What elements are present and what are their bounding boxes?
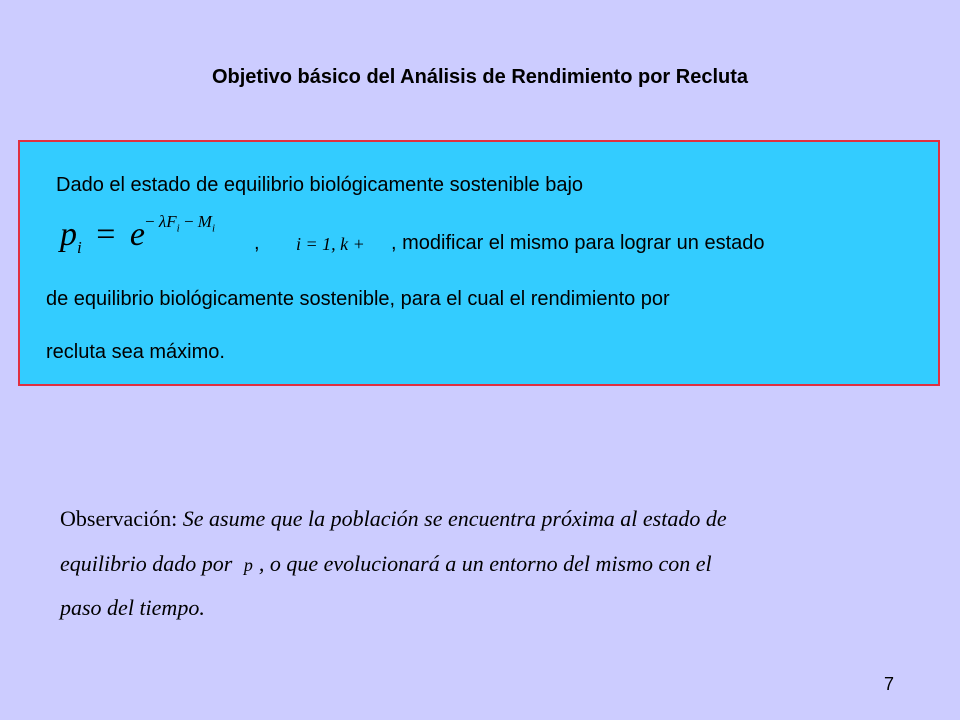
slide-title: Objetivo básico del Análisis de Rendimiento por Recluta xyxy=(211,66,749,88)
formula-exponent: − λFi − Mi xyxy=(145,211,216,235)
equilibrium-formula xyxy=(60,211,216,258)
observation-p-symbol: p xyxy=(243,555,253,575)
observation-line-1: Observación: Se asume que la población se encuentra próxima al estado de xyxy=(60,506,727,531)
index-formula: i = 1, k + xyxy=(296,234,365,254)
objective-line-2: , modificar el mismo para lograr un estado xyxy=(391,232,765,254)
observation-label: Observación: xyxy=(60,506,178,531)
formula-lhs: p xyxy=(60,216,77,253)
objective-box xyxy=(18,140,940,386)
observation-line-2: equilibrio dado por p , o que evolucionará a un entorno del mismo con el xyxy=(60,551,712,576)
formula-equals: = xyxy=(96,216,116,253)
formula-lhs-sub: i xyxy=(77,237,82,257)
formula-base: e xyxy=(129,216,146,253)
page-number: 7 xyxy=(884,674,895,694)
objective-line-3: de equilibrio biológicamente sostenible, para el cual el rendimiento por xyxy=(46,288,670,310)
objective-line-1: Dado el estado de equilibrio biológicamente sostenible bajo xyxy=(56,174,584,196)
observation-line-3: paso del tiempo. xyxy=(60,595,205,620)
formula-comma: , xyxy=(254,232,260,254)
objective-line-4: recluta sea máximo. xyxy=(46,341,225,363)
